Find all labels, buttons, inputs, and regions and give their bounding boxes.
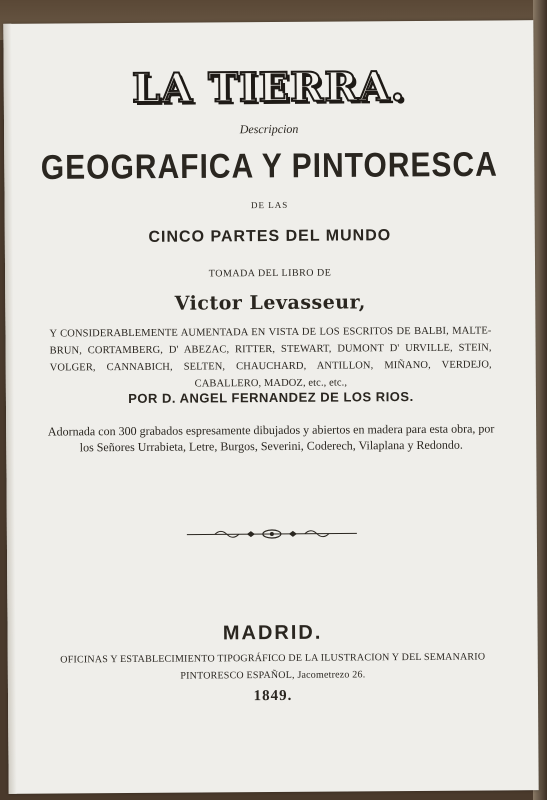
connector-text: DE LAS xyxy=(250,199,289,211)
book-title: LA TIERRA. xyxy=(131,63,406,112)
imprint-city: MADRID. xyxy=(222,621,323,645)
subtitle-word: Descripcion xyxy=(239,121,299,137)
subtitle-main: GEOGRAFICA Y PINTORESCA xyxy=(40,145,498,188)
title-page xyxy=(3,20,538,794)
author-credit: POR D. ANGEL FERNANDEZ DE LOS RIOS. xyxy=(128,389,414,406)
scope-text: CINCO PARTES DEL MUNDO xyxy=(148,227,392,246)
sources-paragraph: Y CONSIDERABLEMENTE AUMENTADA EN VISTA DE LOS ESCRITOS DE BALBI, MALTE-BRUN, CORTAMBERG, D' ABEZAC, RITTER, STEWART, DUMONT D' URVILLE, STEIN, VOLGER, CANNABICH, SELTEN, CHAUCHARD, ANTILLON, MIÑANO, VERDEJO, CABALLERO, MADOZ, etc., etc., xyxy=(49,325,492,390)
imprint-year: 1849. xyxy=(253,687,293,705)
source-intro: TOMADA DEL LIBRO DE xyxy=(208,267,332,280)
ornament-divider-icon xyxy=(185,525,359,542)
source-author: Victor Levasseur, xyxy=(174,291,366,315)
illustrations-note: Adornada con 300 grabados espresamente dibujados y abiertos en madera para esta obra, por los Señores Urrabieta, Letre, Burgos, Severini, Coderech, Vilaplana y Redondo. xyxy=(47,421,495,455)
page-binding-edge xyxy=(3,24,16,794)
imprint-printer: OFICINAS Y ESTABLECIMIENTO TIPOGRÁFICO DE LA ILUSTRACION Y DEL SEMANARIO PINTORESCO ESPAÑOL, Jacometrezo 26. xyxy=(60,651,486,682)
